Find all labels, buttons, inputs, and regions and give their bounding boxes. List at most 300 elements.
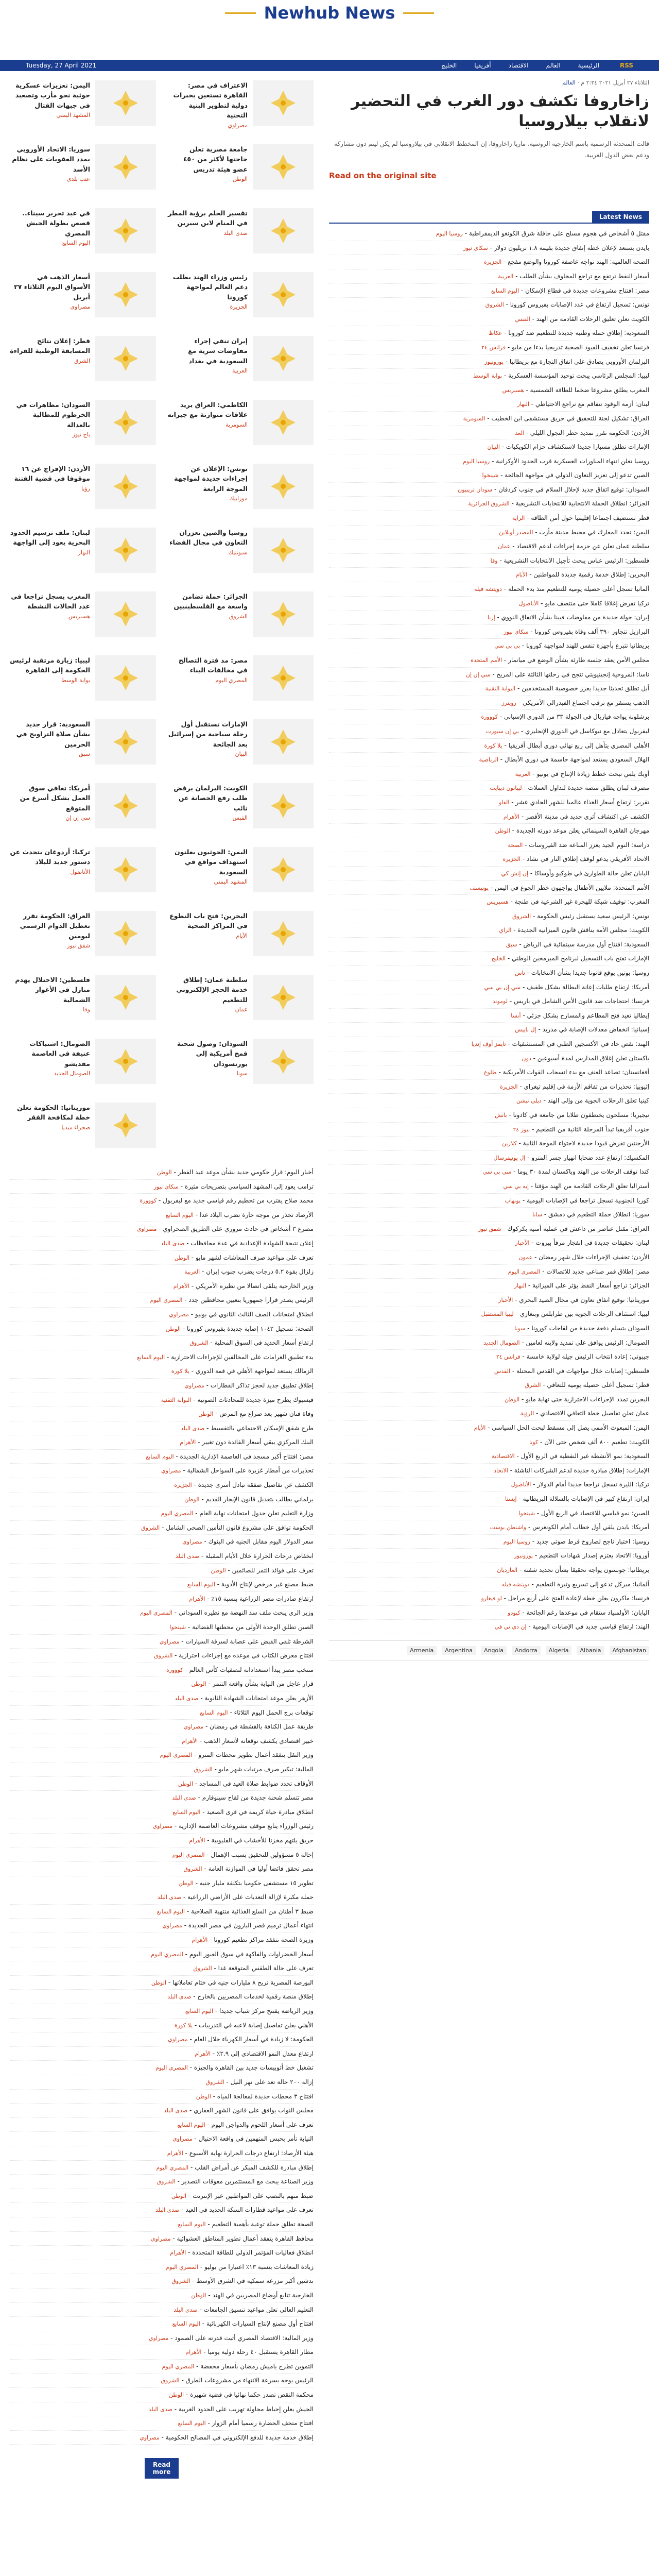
card-title[interactable]: الاعتراف في مصر: القاهرة تستعين بخبرات دولية لتطوير البنية التحتية — [173, 81, 248, 120]
list-item[interactable]: توقعات برج الحمل اليوم الثلاثاء - اليوم السابع — [10, 1706, 314, 1720]
news-card[interactable] — [10, 208, 156, 258]
news-card[interactable] — [10, 464, 156, 513]
news-thumbnail[interactable] — [253, 655, 314, 701]
card-title[interactable]: المغرب يسجل تراجعا في عدد الحالات النشطة — [11, 592, 90, 611]
news-card[interactable] — [10, 719, 156, 769]
news-thumbnail[interactable] — [253, 528, 314, 573]
card-title[interactable]: أسعار الذهب في الأسواق اليوم الثلاثاء ٢٧ أبريل — [14, 273, 90, 301]
list-item[interactable]: وزير المالية: الاقتصاد المصري أثبت قدرته على الصمود - مصراوي — [10, 2331, 314, 2346]
list-item[interactable]: الهند: نقص حاد في الأكسجين الطبي في المستشفيات - تايمز أوف إنديا — [329, 1037, 649, 1052]
list-item[interactable]: بريطانيا: جونسون يواجه تحقيقا بشأن تجديد شقته - الغارديان — [329, 1563, 649, 1578]
list-item[interactable]: انطلاق امتحانات الصف الثالث الثانوي في يونيو - مصراوي — [10, 1308, 314, 1322]
news-thumbnail[interactable] — [253, 591, 314, 637]
list-item[interactable]: اليمن: المبعوث الأممي يصل إلى مسقط لبحث الحل السياسي - الأيام — [329, 1421, 649, 1435]
list-item[interactable]: تونس: الرئيس سعيد يستقبل رئيس الحكومة - الشروق — [329, 909, 649, 924]
list-item[interactable]: باكستان تعلن إغلاق المدارس لمدة أسبوعين - دون — [329, 1052, 649, 1066]
list-item[interactable]: أمريكا: بايدن يلقي أول خطاب أمام الكونغرس - واشنطن بوست — [329, 1520, 649, 1535]
list-item[interactable]: انطلاق فعاليات المؤتمر الدولي للطاقة المتجددة - الأهرام — [10, 2246, 314, 2260]
card-title[interactable]: فلسطين: الاحتلال يهدم منازل في الأغوار الشمالية — [15, 976, 90, 1004]
list-item[interactable]: المكسيك: ارتفاع عدد ضحايا انهيار جسر المترو - إل يونيفرسال — [329, 1151, 649, 1165]
list-item[interactable]: روسيا: بوتين يوقع قانونا جديدا بشأن الانتخابات - تاس — [329, 966, 649, 980]
list-item[interactable]: منتخب مصر يبدأ استعداداته لتصفيات كأس العالم - كووورة — [10, 1663, 314, 1677]
list-item[interactable]: زيادة المعاشات بنسبة ١٣٪ اعتبارا من يوليو - المصري اليوم — [10, 2260, 314, 2275]
news-thumbnail[interactable] — [253, 336, 314, 381]
list-item[interactable]: ضبط مصنع غير مرخص لإنتاج الأدوية - اليوم السابع — [10, 1578, 314, 1592]
card-title[interactable]: السعودية: قرار جديد بشأن صلاة التراويح في الحرمين — [16, 720, 90, 748]
list-item[interactable]: إزالة ٢٠٠ حالة تعد على نهر النيل - الشروق — [10, 2075, 314, 2090]
list-item[interactable]: فيسبوك يطرح ميزة جديدة للمحادثات الصوتية - البوابة التقنية — [10, 1393, 314, 1408]
list-item[interactable]: جنوب أفريقيا تبدأ المرحلة الثانية من التطعيم - نيوز ٢٤ — [329, 1123, 649, 1137]
site-logo[interactable] — [225, 3, 435, 23]
news-thumbnail[interactable] — [95, 975, 156, 1020]
list-item[interactable]: الصحة تطلق حملة توعية بأهمية التطعيم - اليوم السابع — [10, 2217, 314, 2232]
news-card[interactable] — [167, 336, 314, 385]
list-item[interactable]: اليابان تعلن حالة الطوارئ في طوكيو وأوساكا - إن إتش كي — [329, 867, 649, 881]
read-more-button[interactable]: Read more — [145, 2458, 179, 2479]
news-card[interactable] — [167, 80, 314, 130]
list-item[interactable]: فرنسا: ماكرون يعلن خطة لإعادة الفتح على أربع مراحل - لو فيغارو — [329, 1591, 649, 1606]
list-item[interactable]: الحكومة توافق على مشروع قانون التأمين الصحي الشامل - الشروق — [10, 1521, 314, 1535]
list-item[interactable]: موريتانيا: توقيع اتفاق تعاون في مجال الصيد البحري - الأخبار — [329, 1293, 649, 1308]
news-thumbnail[interactable] — [253, 464, 314, 509]
list-item[interactable]: السعودية: نمو الأنشطة غير النفطية في الربع الأول - الاقتصادية — [329, 1449, 649, 1464]
tag-item[interactable]: Argentina — [442, 1646, 476, 1655]
news-card[interactable] — [10, 272, 156, 321]
list-item[interactable]: بايدن يستعد لإعلان خطة إنفاق جديدة بقيمة ١.٨ تريليون دولار - سكاي نيوز — [329, 241, 649, 256]
card-title[interactable]: سوريا: الاتحاد الأوروبي يمدد العقوبات على نظام الأسد — [12, 145, 90, 173]
news-thumbnail[interactable] — [253, 975, 314, 1020]
list-item[interactable]: إطلاق منصة رقمية لخدمات المصريين بالخارج - صدى البلد — [10, 1990, 314, 2004]
original-source-link[interactable]: Read on the original site — [329, 171, 437, 181]
list-item[interactable]: الجزائر: انطلاق الحملة الانتخابية للانتخابات التشريعية - الشروق الجزائرية — [329, 497, 649, 511]
list-item[interactable]: لبنان: أزمة الوقود تتفاقم مع تراجع الاحتياطي - النهار — [329, 397, 649, 412]
card-title[interactable]: الصومال: اشتباكات عنيفة في العاصمة مقديشو — [29, 1040, 90, 1067]
card-title[interactable]: مصر: مد فترة التصالح في مخالفات البناء — [178, 656, 248, 674]
news-card[interactable] — [10, 1103, 156, 1152]
list-item[interactable]: الكويت تعلن تعليق الرحلات القادمة من الهند - القبس — [329, 312, 649, 327]
list-item[interactable]: إسبانيا: انخفاض معدلات الإصابة في مدريد - إل باييس — [329, 1023, 649, 1037]
news-thumbnail[interactable] — [253, 847, 314, 892]
list-item[interactable]: محكمة النقض تصدر حكما نهائيا في قضية شهيرة - الوطن — [10, 2388, 314, 2402]
list-item[interactable]: انطلاق مبادرة حياة كريمة في قرى الصعيد - اليوم السابع — [10, 1805, 314, 1820]
list-item[interactable]: افتتاح أول مصنع لإنتاج السيارات الكهربائية - اليوم السابع — [10, 2317, 314, 2331]
card-title[interactable]: في عيد تحرير سيناء.. قصص بطولة الجيش المصري — [22, 209, 90, 237]
list-item[interactable]: الرئيس يصدر قرارا جمهوريا بتعيين محافظين جدد - المصري اليوم — [10, 1293, 314, 1308]
list-item[interactable]: الهلال السعودي يستعد لمواجهة حاسمة في دوري الأبطال - الرياضية — [329, 753, 649, 767]
list-item[interactable]: إحالة ٥ مسؤولين للتحقيق بسبب الإهمال - المصري اليوم — [10, 1848, 314, 1862]
list-item[interactable]: الأردن: الحكومة تقرر تمديد حظر التجول الليلي - الغد — [329, 426, 649, 440]
list-item[interactable]: قطر تستضيف اجتماعا إقليميا حول أمن الطاقة - الراية — [329, 511, 649, 526]
list-item[interactable]: فلسطين: الرئيس عباس يبحث تأجيل الانتخابات التشريعية - وفا — [329, 554, 649, 568]
list-item[interactable]: تعرف على مواعيد قطارات السكة الحديد في العيد - صدى البلد — [10, 2203, 314, 2217]
news-card[interactable] — [167, 464, 314, 513]
list-item[interactable]: الصحة العالمية: الهند تواجه عاصفة كورونا والوضع مفجع - الجزيرة — [329, 255, 649, 269]
news-thumbnail[interactable] — [95, 847, 156, 892]
tag-item[interactable]: Andorra — [512, 1646, 541, 1655]
list-item[interactable]: الجزائر: تراجع أسعار النفط يؤثر على الميزانية - النهار — [329, 1279, 649, 1293]
list-item[interactable]: الأوقاف تحدد ضوابط صلاة العيد في المساجد - الوطن — [10, 1777, 314, 1791]
news-card[interactable] — [167, 1039, 314, 1088]
news-card[interactable] — [167, 591, 314, 641]
card-title[interactable]: جامعة مصرية تعلن حاجتها لأكثر من ٤٥٠ عضو هيئة تدريس — [183, 145, 248, 173]
list-item[interactable]: روسيا تعلن انتهاء المناورات العسكرية قرب الحدود الأوكرانية - روسيا اليوم — [329, 454, 649, 469]
list-item[interactable]: الصين: نمو قياسي للاقتصاد في الربع الأول - شينخوا — [329, 1506, 649, 1521]
news-thumbnail[interactable] — [253, 719, 314, 765]
list-item[interactable]: الهند: ارتفاع قياسي جديد في الإصابات اليومية - إن دي تي في — [329, 1620, 649, 1634]
news-card[interactable] — [10, 400, 156, 449]
list-item[interactable]: نيجيريا: مسلحون يختطفون طلابا من جامعة في كادونا - بانش — [329, 1108, 649, 1123]
nav-item[interactable]: العالم — [546, 62, 561, 69]
list-item[interactable]: الذهب يستقر مع ترقب اجتماع الفيدرالي الأمريكي - رويترز — [329, 696, 649, 710]
card-title[interactable]: سلطنة عمان: إطلاق خدمة الحجز الإلكتروني للتطعيم — [176, 976, 248, 1004]
list-item[interactable]: أخبار اليوم: قرار حكومي جديد بشأن موعد عيد الفطر - الوطن — [10, 1165, 314, 1180]
list-item[interactable]: الصحة: تسجيل ١٠٤٢ إصابة جديدة بفيروس كورونا - الوطن — [10, 1322, 314, 1336]
list-item[interactable]: الإمارات: إطلاق مبادرة جديدة لدعم الشركات الناشئة - الاتحاد — [329, 1464, 649, 1478]
news-thumbnail[interactable] — [95, 783, 156, 828]
nav-item[interactable]: الرئيسية — [578, 62, 599, 69]
news-thumbnail[interactable] — [95, 208, 156, 253]
list-item[interactable]: السودان: توقيع اتفاق جديد لإحلال السلام في جنوب كردفان - سودان تريبيون — [329, 483, 649, 497]
news-thumbnail[interactable] — [253, 783, 314, 828]
news-card[interactable] — [10, 911, 156, 960]
card-title[interactable]: تركيا: أردوغان يتحدث عن دستور جديد للبلاد — [10, 848, 90, 866]
list-item[interactable]: ارتفاع صادرات مصر الزراعية بنسبة ١٥٪ - الأهرام — [10, 1592, 314, 1606]
list-item[interactable]: هيئة الأرصاد: ارتفاع درجات الحرارة نهاية الأسبوع - الأهرام — [10, 2146, 314, 2161]
list-item[interactable]: وزير الخارجية يتلقى اتصالا من نظيره الأمريكي - الأهرام — [10, 1279, 314, 1294]
list-item[interactable]: تطوير ١٥ مستشفى حكوميا بتكلفة مليار جنيه - الوطن — [10, 1876, 314, 1891]
list-item[interactable]: إطلاق تطبيق جديد لحجز تذاكر القطارات - مصراوي — [10, 1379, 314, 1393]
list-item[interactable]: مجلس الأمن يعقد جلسة طارئة بشأن الوضع في ميانمار - الأمم المتحدة — [329, 653, 649, 668]
list-item[interactable]: السعودية: إطلاق حملة وطنية جديدة للتطعيم ضد كورونا - عكاظ — [329, 326, 649, 341]
list-item[interactable]: التعليم العالي تعلن مواعيد تنسيق الجامعات - صدى البلد — [10, 2303, 314, 2317]
list-item[interactable]: ليفربول يتعادل مع نيوكاسل في الدوري الإنجليزي - بي إن سبورت — [329, 724, 649, 739]
list-item[interactable]: خبير اقتصادي يكشف توقعاته لأسعار الذهب - الأهرام — [10, 1734, 314, 1749]
list-item[interactable]: العراق: مقتل عناصر من داعش في عملية أمنية بكركوك - شفق نيوز — [329, 1222, 649, 1236]
list-item[interactable]: تعرف على حالة الطقس المتوقعة غدا - الشروق — [10, 1961, 314, 1976]
list-item[interactable]: ارتفاع معدل النمو الاقتصادي إلى ٢.٩٪ - الأهرام — [10, 2047, 314, 2061]
news-card[interactable] — [167, 400, 314, 449]
list-item[interactable]: تركيا تفرض إغلاقا كاملا حتى منتصف مايو - الأناضول — [329, 597, 649, 611]
news-thumbnail[interactable] — [253, 144, 314, 190]
list-item[interactable]: البحرين تمدد الإجراءات الاحترازية حتى نهاية مايو - الوطن — [329, 1393, 649, 1407]
tag-item[interactable]: Afghanistan — [610, 1646, 649, 1655]
list-item[interactable]: البنك المركزي يبقي أسعار الفائدة دون تغيير - الأهرام — [10, 1435, 314, 1450]
list-item[interactable]: أسعار النفط ترتفع مع تراجع المخاوف بشأن الطلب - العربية — [329, 269, 649, 284]
news-thumbnail[interactable] — [253, 80, 314, 126]
list-item[interactable]: جيبوتي: إعادة انتخاب الرئيس جيله لولاية خامسة - فرانس ٢٤ — [329, 1350, 649, 1364]
list-item[interactable]: الأرجنتين تفرض قيودا جديدة لاحتواء الموجة الثانية - كلارين — [329, 1137, 649, 1151]
list-item[interactable]: رئيس الوزراء يتابع موقف مشروعات العاصمة الإدارية - مصراوي — [10, 1819, 314, 1834]
list-item[interactable]: أوبك بلس تبحث خطط زيادة الإنتاج في يونيو - العربية — [329, 767, 649, 782]
list-item[interactable]: أفغانستان: تصاعد العنف مع بدء انسحاب القوات الأمريكية - طلوع — [329, 1065, 649, 1080]
list-item[interactable]: دراسة: النوم الجيد يعزز المناعة ضد الفيروسات - الصحة — [329, 838, 649, 853]
list-item[interactable]: الكشف عن اكتشاف أثري جديد في مدينة الأقصر - الأهرام — [329, 810, 649, 824]
card-title[interactable]: تفسير الحلم برؤية المطر في المنام لابن سيرين — [167, 209, 248, 227]
list-item[interactable]: ضبط متهم بالنصب على المواطنين عبر الإنترنت - الوطن — [10, 2189, 314, 2204]
news-card[interactable] — [167, 719, 314, 769]
list-item[interactable]: مصر: إطلاق قمر صناعي جديد للاتصالات - المصري اليوم — [329, 1265, 649, 1279]
news-thumbnail[interactable] — [253, 208, 314, 253]
list-item[interactable]: افتتاح ٣ محطات جديدة لمعالجة المياه - الوطن — [10, 2090, 314, 2104]
list-item[interactable]: طريقة عمل الكنافة بالقشطة في رمضان - مصراوي — [10, 1720, 314, 1734]
list-item[interactable]: مصر تتسلم شحنة جديدة من لقاح سينوفارم - صدى البلد — [10, 1791, 314, 1805]
list-item[interactable]: الكويت: مجلس الأمة يناقش قانون الميزانية الجديدة - الراي — [329, 923, 649, 938]
list-item[interactable]: اليمن: تجدد المعارك في محيط مدينة مأرب - المصدر أونلاين — [329, 526, 649, 540]
nav-item[interactable]: الخليج — [441, 62, 457, 69]
list-item[interactable]: الاتحاد الأفريقي يدعو لوقف إطلاق النار في تشاد - الجزيرة — [329, 852, 649, 867]
list-item[interactable]: ضبط ٣ أطنان من السلع الغذائية منتهية الصلاحية - اليوم السابع — [10, 1905, 314, 1919]
news-thumbnail[interactable] — [95, 80, 156, 126]
tag-item[interactable]: Armenia — [407, 1646, 437, 1655]
list-item[interactable]: أبل تطلق تحديثا جديدا يعزز خصوصية المستخدمين - البوابة التقنية — [329, 682, 649, 696]
list-item[interactable]: ترامب يعود إلى المشهد السياسي بتصريحات مثيرة - سكاي نيوز — [10, 1180, 314, 1194]
card-title[interactable]: رئيس وزراء الهند يطلب دعم العالم لمواجهة كورونا — [172, 273, 248, 301]
news-thumbnail[interactable] — [95, 719, 156, 765]
list-item[interactable]: تقرير: ارتفاع أسعار الغذاء عالميا للشهر الحادي عشر - الفاو — [329, 795, 649, 810]
news-thumbnail[interactable] — [253, 1039, 314, 1084]
news-thumbnail[interactable] — [95, 911, 156, 956]
news-thumbnail[interactable] — [95, 655, 156, 701]
list-item[interactable]: الخارجية تتابع أوضاع المصريين في الهند - الوطن — [10, 2289, 314, 2303]
list-item[interactable]: تركيا: الليرة تسجل تراجعا جديدا أمام الدولار - الأناضول — [329, 1478, 649, 1492]
card-title[interactable]: ليبيا: زيارة مرتقبة لرئيس الحكومة إلى القاهرة — [10, 656, 90, 674]
news-card[interactable] — [167, 655, 314, 705]
list-item[interactable]: البورصة المصرية تربح ٨ مليارات جنيه في ختام تعاملاتها - الوطن — [10, 1976, 314, 1990]
list-item[interactable]: إيطاليا تعيد فتح المطاعم والمسارح بشكل جزئي - أنسا — [329, 1009, 649, 1023]
list-item[interactable]: مصرف لبنان يطلق منصة جديدة لتداول العملات - ليبانون ديبايت — [329, 781, 649, 795]
list-item[interactable]: التموين تطرح ياميش رمضان بأسعار مخفضة - المصري اليوم — [10, 2360, 314, 2374]
list-item[interactable]: كندا توقف الرحلات من الهند وباكستان لمدة ٣٠ يوما - سي بي سي — [329, 1165, 649, 1179]
list-item[interactable]: الصين تدعو إلى تعزيز التعاون الدولي في مواجهة الجائحة - شينخوا — [329, 468, 649, 483]
list-item[interactable]: أوروبا: الاتحاد يعتزم إصدار شهادات التطعيم - يورونيوز — [329, 1549, 649, 1563]
card-title[interactable]: الأردن: الإفراج عن ١٦ موقوفا في قضية الفتنة — [14, 465, 90, 483]
list-item[interactable]: السودان يتسلم دفعة جديدة من لقاحات كورونا - سونا — [329, 1321, 649, 1336]
card-title[interactable]: روسيا والصين تعززان التعاون في مجال الفضاء — [169, 529, 248, 547]
card-title[interactable]: الإمارات تستقبل أول رحلة سياحية من إسرائيل بعد الجائحة — [168, 720, 248, 748]
card-title[interactable]: إيران تنفي إجراء مفاوضات سرية مع السعودية في بغداد — [188, 337, 248, 365]
list-item[interactable]: إطلاق خدمة جديدة للدفع الإلكتروني في المصالح الحكومية - مصراوي — [10, 2431, 314, 2445]
rss-link[interactable]: RSS — [620, 62, 633, 69]
list-item[interactable]: الكويت: تطعيم ٨٠٠ ألف شخص حتى الآن - كونا — [329, 1435, 649, 1450]
list-item[interactable]: وزير النقل يتفقد أعمال تطوير محطات المترو - المصري اليوم — [10, 1748, 314, 1762]
list-item[interactable]: وزيرة الصحة تتفقد مراكز تطعيم كورونا - الأهرام — [10, 1933, 314, 1947]
list-item[interactable]: الأمم المتحدة: ملايين الأطفال يواجهون خطر الجوع في اليمن - يونيسف — [329, 881, 649, 895]
card-title[interactable]: اليمن: الحوثيون يعلنون استهداف مواقع في السعودية — [175, 848, 248, 876]
list-item[interactable]: قرار عاجل من النيابة بشأن واقعة التنمر - الوطن — [10, 1677, 314, 1691]
list-item[interactable]: النيابة تأمر بحبس المتهمين في واقعة الاحتيال - مصراوي — [10, 2132, 314, 2146]
list-item[interactable]: إيران: جولة جديدة من مفاوضات فيينا بشأن الاتفاق النووي - إرنا — [329, 611, 649, 625]
list-item[interactable]: مصر: افتتاح مشروعات جديدة في قطاع الإسكان - اليوم السابع — [329, 284, 649, 298]
news-card[interactable] — [10, 144, 156, 194]
card-title[interactable]: قطر: إعلان نتائج المسابقة الوطنية للقراءة — [10, 337, 90, 355]
news-card[interactable] — [10, 1039, 156, 1088]
list-item[interactable]: الأهلي يعلن تفاصيل إصابة لاعبه في التدريبات - يلا كورة — [10, 2019, 314, 2033]
news-card[interactable] — [10, 847, 156, 896]
list-item[interactable]: الرئيس يوجه بسرعة الانتهاء من مشروعات الطرق - الشروق — [10, 2374, 314, 2388]
list-item[interactable]: تونس: تسجيل ارتفاع في عدد الإصابات بفيروس كورونا - الشروق — [329, 298, 649, 312]
list-item[interactable]: مطار القاهرة يستقبل ٤٠ رحلة دولية يوميا - الأهرام — [10, 2345, 314, 2360]
list-item[interactable]: انخفاض درجات الحرارة خلال الأيام المقبلة - صدى البلد — [10, 1549, 314, 1564]
card-title[interactable]: لبنان: ملف ترسيم الحدود البحرية يعود إلى الواجهة — [10, 529, 90, 547]
list-item[interactable]: تحذيرات من أمطار غزيرة على السواحل الشمالية - مصراوي — [10, 1464, 314, 1478]
list-item[interactable]: تدشين أكبر مزرعة سمكية في الشرق الأوسط - الشروق — [10, 2274, 314, 2289]
list-item[interactable]: إيران: ارتفاع كبير في الإصابات بالسلالة البريطانية - إيسنا — [329, 1492, 649, 1506]
list-item[interactable]: أستراليا تعلق الرحلات القادمة من الهند مؤقتا - إيه بي سي — [329, 1179, 649, 1194]
list-item[interactable]: تعرف على فوائد التمر للصائمين - الوطن — [10, 1564, 314, 1578]
news-thumbnail[interactable] — [95, 336, 156, 381]
news-card[interactable] — [10, 80, 156, 130]
list-item[interactable]: العراق: تشكيل لجنة للتحقيق في حريق مستشفى ابن الخطيب - السومرية — [329, 412, 649, 426]
list-item[interactable]: مصرع ٣ أشخاص في حادث مروري على الطريق الصحراوي - مصراوي — [10, 1222, 314, 1236]
list-item[interactable]: ألمانيا: ميركل تدعو إلى تسريع وتيرة التطعيم - دويتشه فيله — [329, 1578, 649, 1592]
list-item[interactable]: وزير الصناعة يبحث مع المستثمرين معوقات التصدير - الشروق — [10, 2175, 314, 2189]
list-item[interactable]: لبنان: تحقيقات جديدة في انفجار مرفأ بيروت - الأخبار — [329, 1236, 649, 1250]
list-item[interactable]: افتتاح معرض الكتاب في موعده مع إجراءات احترازية - الشروق — [10, 1649, 314, 1663]
list-item[interactable]: أسعار الخضراوات والفاكهة في سوق العبور اليوم - المصري اليوم — [10, 1947, 314, 1962]
list-item[interactable]: المغرب: توقيف شبكة للهجرة غير الشرعية في طنجة - هسبريس — [329, 895, 649, 909]
list-item[interactable]: مصر تحقق فائضا أوليا في الموازنة العامة - الشروق — [10, 1862, 314, 1876]
list-item[interactable]: الأرصاد تحذر من موجة حارة تضرب البلاد غدا - اليوم السابع — [10, 1208, 314, 1223]
list-item[interactable]: برشلونة يواجه فياريال في الجولة ٣٣ من الدوري الإسباني - كووورة — [329, 710, 649, 724]
news-card[interactable] — [167, 847, 314, 896]
news-card[interactable] — [167, 528, 314, 577]
card-title[interactable]: أمريكا: تعافي سوق العمل بشكل أسرع من المتوقع — [20, 784, 90, 812]
news-thumbnail[interactable] — [95, 591, 156, 637]
list-item[interactable]: الجيش يعلن إحباط محاولة تهريب على الحدود الغربية - صدى البلد — [10, 2402, 314, 2417]
list-item[interactable]: ناسا: المروحية إنجينيويتي تنجح في رحلتها الثالثة على المريخ - سي إن إن — [329, 668, 649, 682]
list-item[interactable]: تشغيل خط أتوبيسات جديد بين القاهرة والجيزة - المصري اليوم — [10, 2061, 314, 2075]
news-card[interactable] — [167, 911, 314, 960]
news-thumbnail[interactable] — [95, 1103, 156, 1148]
list-item[interactable]: إثيوبيا: تحذيرات من تفاقم الأزمة في إقليم تيغراي - الجزيرة — [329, 1080, 649, 1094]
card-title[interactable]: الكاظمي: العراق يريد علاقات متوازنة مع جيرانه — [167, 401, 248, 419]
list-item[interactable]: فرنسا: احتجاجات ضد قانون الأمن الشامل في باريس - لوموند — [329, 994, 649, 1009]
list-item[interactable]: فرنسا تعلن تخفيف القيود الصحية تدريجيا بدءا من مايو - فرانس ٢٤ — [329, 341, 649, 355]
list-item[interactable]: افتتاح متحف الحضارة رسميا أمام الزوار - اليوم السابع — [10, 2416, 314, 2431]
list-item[interactable]: حريق يلتهم مخزنا للأخشاب في القليوبية - الأهرام — [10, 1834, 314, 1848]
list-item[interactable]: وفاة فنان شهير بعد صراع مع المرض - الوطن — [10, 1407, 314, 1421]
card-title[interactable]: الكويت: البرلمان يرفض طلب رفع الحصانة عن نائب — [174, 784, 248, 812]
list-item[interactable]: الإمارات تفتح باب التسجيل لبرنامج المبرمجين الوطني - الخليج — [329, 952, 649, 966]
list-item[interactable]: سعر الدولار اليوم مقابل الجنيه في البنوك - مصراوي — [10, 1535, 314, 1549]
card-title[interactable]: السودان: وصول شحنة قمح أمريكية إلى بورتسودان — [177, 1040, 248, 1067]
list-item[interactable]: ارتفاع أسعار الحديد في السوق المحلية - الشروق — [10, 1336, 314, 1350]
list-item[interactable]: ليبيا: المجلس الرئاسي يبحث توحيد المؤسسة العسكرية - بوابة الوسط — [329, 369, 649, 383]
list-item[interactable]: برلماني يطالب بتعديل قانون الإيجار القديم - الوطن — [10, 1493, 314, 1507]
news-card[interactable] — [10, 336, 156, 385]
list-item[interactable]: البرلمان الأوروبي يصادق على اتفاق التجارة مع بريطانيا - يورونيوز — [329, 355, 649, 369]
news-card[interactable] — [10, 655, 156, 705]
list-item[interactable]: قطر: تسجيل أعلى حصيلة يومية للتعافي - الشرق — [329, 1378, 649, 1393]
news-thumbnail[interactable] — [95, 464, 156, 509]
list-item[interactable]: عمان تعلن تفاصيل خطة التعافي الاقتصادي - الرؤية — [329, 1406, 649, 1421]
list-item[interactable]: الحكومة: لا زيادة في أسعار الكهرباء خلال العام - مصراوي — [10, 2032, 314, 2047]
list-item[interactable]: الأزهر يعلن موعد امتحانات الشهادة الثانوية - صدى البلد — [10, 1691, 314, 1706]
card-title[interactable]: البحرين: فتح باب التطوع في المراكز الصحية — [169, 912, 248, 930]
list-item[interactable]: المغرب يطلق مشروعا ضخما للطاقة الشمسية - هسبريس — [329, 383, 649, 398]
news-card[interactable] — [167, 783, 314, 833]
list-item[interactable]: الكشف عن تفاصيل صفقة تبادل أسرى جديدة - الجزيرة — [10, 1478, 314, 1493]
news-thumbnail[interactable] — [253, 911, 314, 956]
news-thumbnail[interactable] — [95, 144, 156, 190]
breadcrumb-category[interactable]: العالم — [562, 79, 576, 86]
card-title[interactable]: العراق: الحكومة تقرر تعطيل الدوام الرسمي ليومين — [20, 912, 90, 940]
news-card[interactable] — [167, 144, 314, 194]
list-item[interactable]: تعرف على أسعار اللحوم والدواجن اليوم - اليوم السابع — [10, 2118, 314, 2132]
tag-item[interactable]: Algeria — [546, 1646, 572, 1655]
list-item[interactable]: الإمارات تطلق مسبارا جديدا لاستكشاف حزام الكويكبات - البيان — [329, 440, 649, 454]
list-item[interactable]: إعلان نتيجة الشهادة الإعدادية في عدة محافظات - صدى البلد — [10, 1236, 314, 1251]
list-item[interactable]: سوريا: انطلاق حملة التطعيم في دمشق - سانا — [329, 1208, 649, 1222]
list-item[interactable]: أمريكا: ارتفاع طلبات إعانة البطالة بشكل طفيف - سي إن بي سي — [329, 980, 649, 995]
list-item[interactable]: ألمانيا تسجل أعلى حصيلة يومية للتطعيم منذ بدء الحملة - دويتشه فيله — [329, 582, 649, 597]
news-thumbnail[interactable] — [95, 528, 156, 573]
list-item[interactable]: وزير الرياضة يفتتح مركز شباب جديدا - اليوم السابع — [10, 2004, 314, 2019]
list-item[interactable]: سلطنة عمان تعلن عن حزمة إجراءات لدعم الاقتصاد - عمان — [329, 539, 649, 554]
nav-item[interactable]: الاقتصاد — [508, 62, 529, 69]
list-item[interactable]: إطلاق مبادرة للكشف المبكر عن أمراض القلب - المصري اليوم — [10, 2161, 314, 2175]
news-card[interactable] — [10, 975, 156, 1024]
list-item[interactable]: الزمالك يستعد لمواجهة الأهلي في قمة الدوري - يلا كورة — [10, 1364, 314, 1379]
list-item[interactable]: تعرف على مواعيد صرف المعاشات لشهر مايو - الوطن — [10, 1251, 314, 1265]
card-title[interactable]: اليمن: تعزيزات عسكرية حوثية نحو مأرب وتصعيد في جبهات القتال — [15, 81, 90, 109]
card-title[interactable]: الجزائر: حملة تضامن واسعة مع الفلسطينيين — [174, 592, 248, 611]
list-item[interactable]: وزير الري يبحث ملف سد النهضة مع نظيره السوداني - المصري اليوم — [10, 1606, 314, 1620]
tag-item[interactable]: Albania — [577, 1646, 604, 1655]
list-item[interactable]: مجلس النواب يوافق على قانون الشهر العقاري - صدى البلد — [10, 2104, 314, 2118]
card-title[interactable]: السودان: مظاهرات في الخرطوم للمطالبة بالعدالة — [16, 401, 90, 429]
list-item[interactable]: طرح شقق الإسكان الاجتماعي بالتقسيط - صدى البلد — [10, 1421, 314, 1436]
list-item[interactable]: مقتل ٥ أشخاص في هجوم مسلح على حافلة شرق الكونغو الديمقراطية - روسيا اليوم — [329, 227, 649, 241]
news-card[interactable] — [10, 783, 156, 833]
list-item[interactable]: الشرطة تلقي القبض على عصابة لسرقة السيارات - مصراوي — [10, 1635, 314, 1649]
list-item[interactable]: الصين تطلق الوحدة الأولى من محطتها الفضائية - شينخوا — [10, 1620, 314, 1635]
news-thumbnail[interactable] — [95, 1039, 156, 1084]
list-item[interactable]: حملة مكبرة لإزالة التعديات على الأراضي الزراعية - صدى البلد — [10, 1890, 314, 1905]
list-item[interactable]: كينيا تعلق الرحلات الجوية من وإلى الهند - ديلي نيشن — [329, 1094, 649, 1108]
news-card[interactable] — [167, 272, 314, 321]
list-item[interactable]: مهرجان القاهرة السينمائي يعلن موعد دورته الجديدة - الوطن — [329, 824, 649, 838]
list-item[interactable]: محمد صلاح يقترب من تحطيم رقم قياسي جديد مع ليفربول - كووورة — [10, 1194, 314, 1208]
news-thumbnail[interactable] — [253, 272, 314, 317]
list-item[interactable]: فلسطين: إصابات خلال مواجهات في القدس المحتلة - القدس — [329, 1364, 649, 1379]
tag-item[interactable]: Angola — [481, 1646, 507, 1655]
news-thumbnail[interactable] — [253, 400, 314, 445]
list-item[interactable]: البحرين: إطلاق خدمة رقمية جديدة للمواطنين - الأيام — [329, 568, 649, 582]
list-item[interactable]: انتهاء أعمال ترميم قصر البارون في مصر الجديدة - مصراوي — [10, 1919, 314, 1933]
nav-item[interactable]: أفريقيا — [474, 62, 491, 69]
list-item[interactable]: بريطانيا تتبرع بأجهزة تنفس للهند لمواجهة كورونا - بي بي سي — [329, 639, 649, 653]
news-card[interactable] — [10, 528, 156, 577]
list-item[interactable]: وزارة التعليم تعلن جدول امتحانات نهاية العام - المصري اليوم — [10, 1506, 314, 1521]
list-item[interactable]: السعودية: افتتاح أول مدرسة سينمائية في الرياض - سبق — [329, 938, 649, 952]
news-thumbnail[interactable] — [95, 272, 156, 317]
list-item[interactable]: اليابان: الأولمبياد ستقام في موعدها رغم الجائحة - كيودو — [329, 1606, 649, 1620]
list-item[interactable]: بدء تطبيق الغرامات على المخالفين للإجراءات الاحترازية - اليوم السابع — [10, 1350, 314, 1365]
news-thumbnail[interactable] — [95, 400, 156, 445]
list-item[interactable]: ليبيا: استئناف الرحلات الجوية بين طرابلس وبنغازي - ليبيا المستقبل — [329, 1307, 649, 1321]
list-item[interactable]: الأردن: تخفيف الإجراءات خلال شهر رمضان - عمون — [329, 1250, 649, 1265]
list-item[interactable]: المالية: تبكير صرف مرتبات شهر مايو - الشروق — [10, 1762, 314, 1777]
news-card[interactable] — [167, 208, 314, 258]
list-item[interactable]: زلزال بقوة ٥.٢ درجات يضرب جنوب إيران - العربية — [10, 1265, 314, 1279]
card-title[interactable]: تونس: الإعلان عن إجراءات جديدة لمواجهة الموجة الرابعة — [174, 465, 248, 493]
list-item[interactable]: البرازيل تتجاوز ٣٩٠ ألف وفاة بفيروس كورونا - سكاي نيوز — [329, 625, 649, 639]
list-item[interactable]: روسيا: اختبار ناجح لصاروخ فرط صوتي جديد - روسيا اليوم — [329, 1535, 649, 1549]
list-item[interactable]: كوريا الجنوبية تسجل تراجعا في الإصابات اليومية - يونهاب — [329, 1194, 649, 1208]
card-title[interactable]: موريتانيا: الحكومة تعلن خطة لمكافحة الفقر — [17, 1104, 90, 1122]
list-item[interactable]: مصر: افتتاح أكبر مسجد في العاصمة الإدارية الجديدة - اليوم السابع — [10, 1450, 314, 1464]
